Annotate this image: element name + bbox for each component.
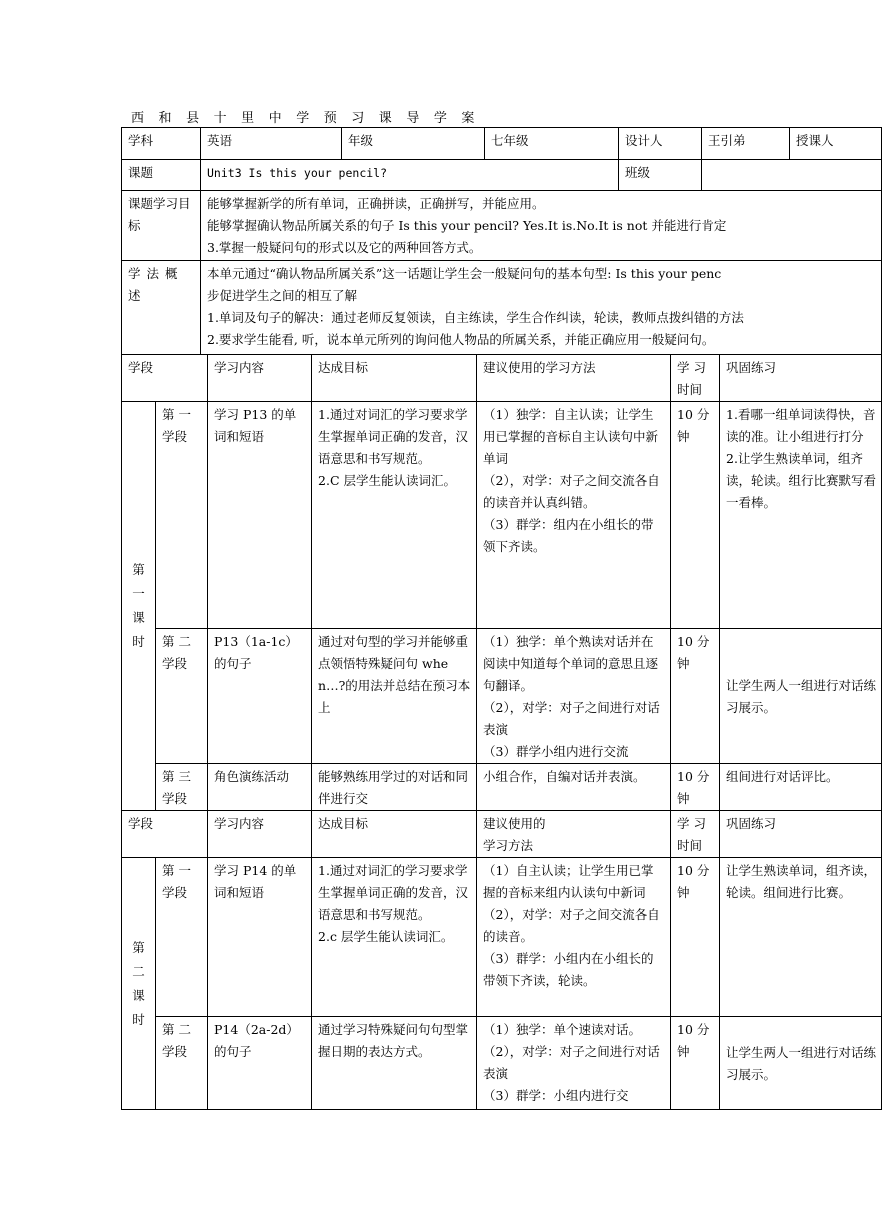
lesson2-label: 第二课时 xyxy=(122,858,156,1110)
stage-practice: 让学生两人一组进行对话练习展示。 xyxy=(720,629,882,764)
stage-method: （1）独学：自主认读；让学生用已掌握的音标自主认读句中新单词 （2），对学：对子之间交流各自的读音并认真纠错。 （3）群学：组内在小组长的带领下齐读。 xyxy=(477,402,671,629)
stage-goal: 通过学习特殊疑问句句型掌握日期的表达方式。 xyxy=(312,1017,477,1110)
stage-method: （1）自主认读；让学生用已掌握的音标来组内认读句中新词 （2），对学：对子之间交流各自的读音。 （3）群学：小组内在小组长的带领下齐读，轮读。 xyxy=(477,858,671,1017)
page-title: 西 和 县 十 里 中 学 预 习 课 导 学 案 xyxy=(131,111,480,126)
stage-label: 第 一 学段 xyxy=(156,402,208,629)
column-header-row xyxy=(122,811,882,858)
col-content: 学习内容 xyxy=(208,355,312,402)
col-stage: 学段 xyxy=(122,355,208,402)
subject-value: 英语 xyxy=(201,128,342,160)
col-content: 学习内容 xyxy=(208,811,312,858)
stage-time: 10 分钟 xyxy=(671,764,720,811)
stage-practice: 1.看哪一组单词读得快，音读的准。让小组进行打分 2.让学生熟读单词，组齐读，轮读。组行比赛默写看一看棒。 xyxy=(720,402,882,629)
topic-label: 课题 xyxy=(122,160,201,191)
goals-content xyxy=(201,191,882,261)
stage-label: 第 三 学段 xyxy=(156,764,208,811)
stage-practice: 组间进行对话评比。 xyxy=(720,764,882,811)
designer-value: 王引弟 xyxy=(702,128,790,160)
stage-goal: 1.通过对词汇的学习要求学生掌握单词正确的发音，汉语意思和书写规范。 2.c 层学生能认读词汇。 xyxy=(312,858,477,1017)
col-method: 建议使用的 学习方法 xyxy=(477,811,671,858)
stage-content: 学习 P14 的单词和短语 xyxy=(208,858,312,1017)
table-row xyxy=(122,1017,882,1110)
col-practice: 巩固练习 xyxy=(720,811,882,858)
method-line: 1.单词及句子的解决：通过老师反复领读，自主练读，学生合作纠读，轮读，教师点拨纠错的方法 xyxy=(207,310,744,325)
topic-value: Unit3 Is this your pencil? xyxy=(201,160,619,191)
grade-label: 年级 xyxy=(342,128,485,160)
stage-content: 角色演练活动 xyxy=(208,764,312,811)
stage-time: 10 分钟 xyxy=(671,402,720,629)
grade-value: 七年级 xyxy=(485,128,619,160)
designer-label: 设计人 xyxy=(619,128,702,160)
col-method: 建议使用的学习方法 xyxy=(477,355,671,402)
method-line: 2.要求学生能看, 听，说本单元所列的询问他人物品的所属关系，并能正确应用一般疑问句。 xyxy=(207,332,715,347)
stage-content: P13（1a-1c）的句子 xyxy=(208,629,312,764)
column-header-row xyxy=(122,355,882,402)
stage-goal: 能够熟练用学过的对话和同伴进行交 xyxy=(312,764,477,811)
class-label: 班级 xyxy=(619,160,702,191)
table-row xyxy=(122,858,882,1017)
table-row xyxy=(122,629,882,764)
stage-method: 小组合作，自编对话并表演。 xyxy=(477,764,671,811)
stage-content: 学习 P13 的单词和短语 xyxy=(208,402,312,629)
stage-time: 10 分钟 xyxy=(671,1017,720,1110)
goal-line: 能够掌握确认物品所属关系的句子 Is this your pencil? Yes.It is.No.It is not 并能进行肯定 xyxy=(207,218,727,233)
stage-content: P14（2a-2d）的句子 xyxy=(208,1017,312,1110)
method-line: 步促进学生之间的相互了解 xyxy=(207,288,358,303)
stage-goal: 1.通过对词汇的学习要求学生掌握单词正确的发音，汉语意思和书写规范。 2.C 层学生能认读词汇。 xyxy=(312,402,477,629)
col-goal: 达成目标 xyxy=(312,355,477,402)
stage-method: （1）独学：单个熟读对话并在阅读中知道每个单词的意思且逐句翻译。 （2），对学：对子之间进行对话表演 （3）群学小组内进行交流 xyxy=(477,629,671,764)
stage-goal: 通过对句型的学习并能够重点领悟特殊疑问句 when…?的用法并总结在预习本上 xyxy=(312,629,477,764)
stage-practice: 让学生熟读单词，组齐读，轮读。组间进行比赛。 xyxy=(720,858,882,1017)
methods-label: 学法概述 xyxy=(122,261,201,355)
lesson-table xyxy=(121,354,882,1110)
stage-practice: 让学生两人一组进行对话练习展示。 xyxy=(720,1017,882,1110)
stage-label: 第 二 学段 xyxy=(156,629,208,764)
stage-label: 第 二 学段 xyxy=(156,1017,208,1110)
teacher-label: 授课人 xyxy=(790,128,882,160)
goals-label: 课题学习目标 xyxy=(122,191,201,261)
goal-line: 3.掌握一般疑问句的形式以及它的两种回答方式。 xyxy=(207,240,482,255)
class-value xyxy=(702,160,882,191)
col-practice: 巩固练习 xyxy=(720,355,882,402)
stage-time: 10 分钟 xyxy=(671,858,720,1017)
methods-content xyxy=(201,261,882,355)
stage-label: 第 一 学段 xyxy=(156,858,208,1017)
goal-line: 能够掌握新学的所有单词，正确拼读，正确拼写，并能应用。 xyxy=(207,196,545,211)
stage-time: 10 分钟 xyxy=(671,629,720,764)
col-stage: 学段 xyxy=(122,811,208,858)
method-line: 本单元通过“确认物品所属关系”这一话题让学生会一般疑问句的基本句型: Is this your penc xyxy=(207,266,722,281)
col-time: 学 习 时间 xyxy=(671,355,720,402)
subject-label: 学科 xyxy=(122,128,201,160)
table-row xyxy=(122,764,882,811)
table-row xyxy=(122,402,882,629)
col-time: 学 习 时间 xyxy=(671,811,720,858)
lesson1-label: 第一课时 xyxy=(122,402,156,811)
header-table xyxy=(121,127,882,355)
stage-method: （1）独学：单个速读对话。 （2），对学：对子之间进行对话表演 （3）群学：小组内进行交 xyxy=(477,1017,671,1110)
col-goal: 达成目标 xyxy=(312,811,477,858)
